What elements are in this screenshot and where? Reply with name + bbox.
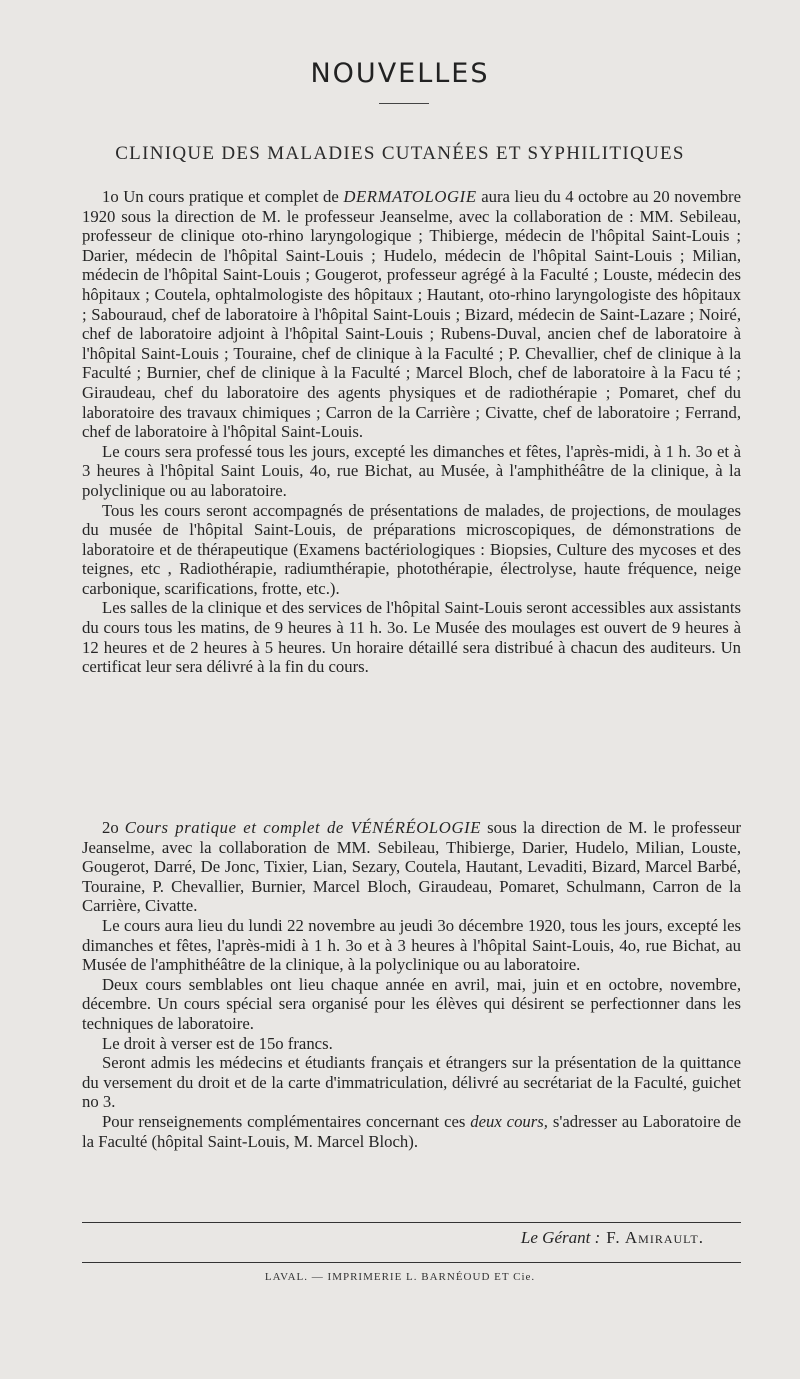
signature (521, 1228, 704, 1248)
dermatology-course-section (82, 187, 741, 677)
footer-rule-bottom (82, 1262, 741, 1263)
paragraph: Les salles de la clinique et des services de l'hôpital Saint-Louis seront accessibles aux assistants du cours tous les matins, de 9 heures à 11 h. 3o. Le Musée des moulages est ouvert de 9 heures à 12 heures et de 2 heures à 5 heures. Un horaire détaillé sera distribué à chacun des auditeurs. Un certificat leur sera délivré à la fin du cours. (82, 598, 741, 677)
paragraph: Tous les cours seront accompagnés de présentations de malades, de projections, de moulages du musée de l'hôpital Saint-Louis, de préparations microscopiques, de démonstrations de laboratoire et de thérapeutique (Examens bactériologiques : Biopsies, Culture des mycoses et des teignes, etc , Radiothérapie, radiumthérapie, photothérapie, électrolyse, haute fréquence, neige carbonique, scarifications, frotte, etc.). (82, 500, 741, 598)
paragraph: Seront admis les médecins et étudiants français et étrangers sur la présentation de la quittance du versement du droit et de la carte d'immatriculation, délivré au secrétariat de la Faculté, guichet no 3. (82, 1053, 741, 1112)
paragraph: Le cours sera professé tous les jours, excepté les dimanches et fêtes, l'après-midi, à 1 h. 3o et à 3 heures à l'hôpital Saint Louis, 4o, rue Bichat, au Musée, à l'amphithéâtre de la clinique, à la polyclinique ou au laboratoire. (82, 441, 741, 500)
paragraph (82, 818, 741, 916)
course-subject: Cours pratique et complet de VÉNÉRÉOLOGIE (124, 818, 482, 837)
paragraph-text: Un cours pratique et complet de (123, 187, 339, 206)
venereology-course-section (82, 818, 741, 1151)
paragraph-text: Pour renseignements complémentaires concernant ces (102, 1111, 466, 1131)
paragraph: Le droit à verser est de 15o francs. (102, 1033, 333, 1053)
item-number: 2o (102, 818, 119, 837)
signature-role: Le Gérant : (520, 1228, 601, 1247)
item-number: 1o (102, 187, 119, 206)
signature-name: F. Amirault. (606, 1228, 704, 1247)
paragraph (82, 1112, 741, 1151)
course-subject: DERMATOLOGIE (343, 187, 477, 206)
page-title: NOUVELLES (310, 58, 490, 89)
paragraph (82, 187, 741, 442)
paragraph: Le cours aura lieu du lundi 22 novembre au jeudi 3o décembre 1920, tous les jours, excepté les dimanches et fêtes, l'après-midi à 1 h. 3o et à 3 heures à l'hôpital Saint-Louis, 4o, rue Bichat, au Musée de l'amphithéâtre de la clinique, à la polyclinique ou au laboratoire. (82, 915, 741, 975)
paragraph-text: sous la direction de M. le professeur Jeanselme, avec la collaboration de MM. Sebileau, Thibierge, Darier, Hudelo, Milian, Louste, Gougerot, Darré, De Jonc, Tixier, Lian, Sezary, Coutela, Hautant, Levaditi, Bizard, Marcel Barbé, Touraine, P. Chevallier, Burnier, Marcel Bloch, Giraudeau, Pomaret, Schulmann, Carron de la Carrière, Civatte. (82, 818, 742, 916)
title-rule (379, 103, 429, 104)
emphasis: deux cours, (470, 1111, 548, 1131)
footer-rule-top (82, 1222, 741, 1223)
paragraph-text: aura lieu du 4 octobre au 20 novembre 1920 sous la direction de M. le professeur Jeanselme, avec la collaboration de : MM. Sebileau, professeur de clinique oto-rhino laryngologique ; Thibierge, médecin de l'hôpital Saint-Louis ; Darier, médecin de l'hôpital Saint-Louis ; Hudelo, médecin de l'hôpital Saint-Louis ; Milian, médecin de l'hôpital Saint-Louis ; Gougerot, professeur agrégé à la Faculté ; Louste, médecin des hôpitaux ; Coutela, ophtalmologiste des hôpitaux ; Hautant, oto-rhino laryngologiste des hôpitaux ; Sabouraud, chef de laboratoire à l'hôpital Saint-Louis ; Bizard, médecin de Saint-Lazare ; Noiré, chef de laboratoire adjoint à l'hôpital Saint-Louis ; Rubens-Duval, ancien chef de laboratoire à l'hôpital Saint-Louis ; Touraine, chef de clinique à la Faculté ; P. Chevallier, chef de clinique à la Faculté ; Burnier, chef de clinique à la Faculté ; Marcel Bloch, chef de laboratoire à la Facu té ; Giraudeau, chef du laboratoire des agents physiques et de radiothérapie ; Pomaret, chef du laboratoire des travaux chimiques ; Carron de la Carrière ; Civatte, chef de laboratoire ; Ferrand, chef de laboratoire à l'hôpital Saint-Louis. (82, 187, 742, 442)
section-heading: CLINIQUE DES MALADIES CUTANÉES ET SYPHILITIQUES (115, 143, 685, 164)
paragraph-text: s'adresser au Laboratoire de la Faculté (hôpital Saint-Louis, M. Marcel Bloch). (82, 1111, 741, 1151)
paragraph: Deux cours semblables ont lieu chaque année en avril, mai, juin et en octobre, novembre, décembre. Un cours spécial sera organisé pour les élèves qui désirent se perfectionner dans les techniques de laboratoire. (82, 974, 741, 1033)
printer-imprint: LAVAL. — IMPRIMERIE L. BARNÉOUD ET Cie. (264, 1271, 536, 1283)
